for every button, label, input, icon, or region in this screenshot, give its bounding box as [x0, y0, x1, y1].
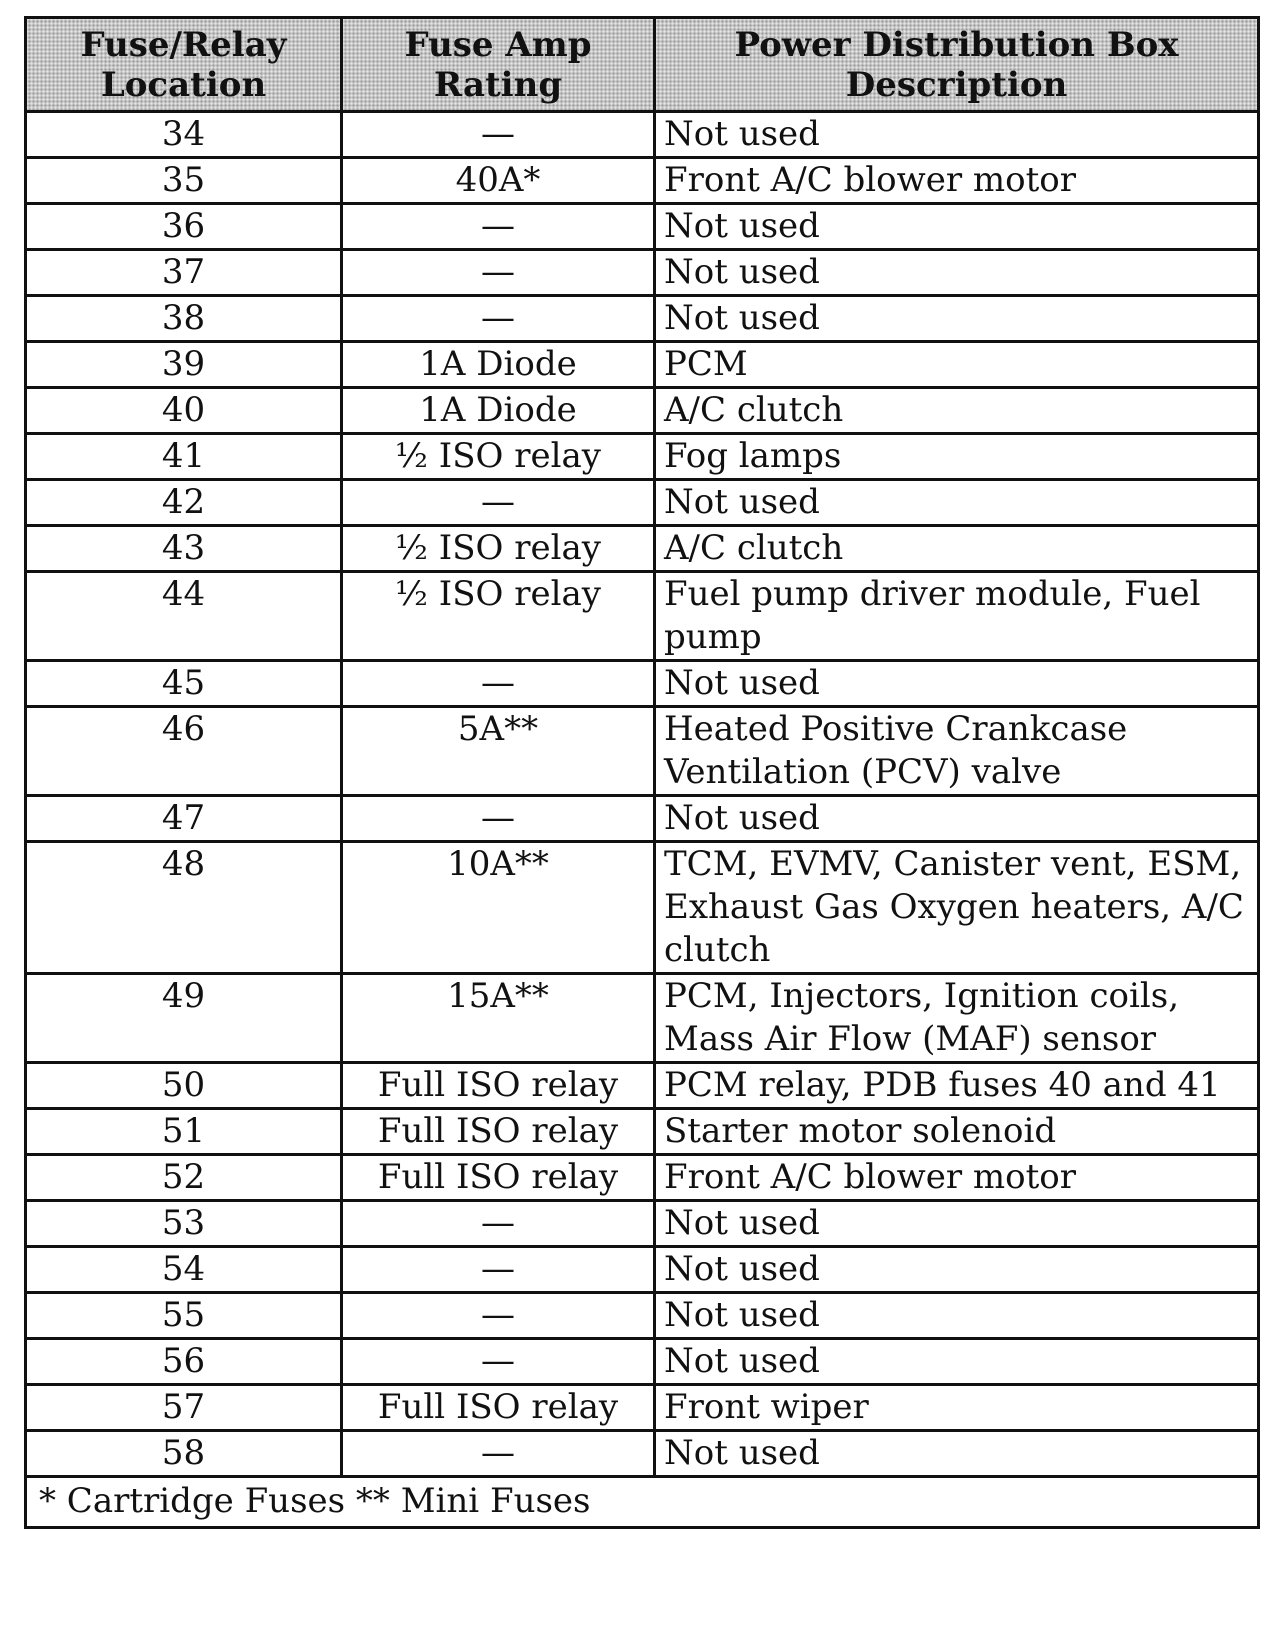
amp-rating-cell: —	[342, 480, 655, 526]
description-cell: Not used	[655, 250, 1259, 296]
description-cell: Not used	[655, 1339, 1259, 1385]
amp-rating-cell: 1A Diode	[342, 342, 655, 388]
header-description	[655, 18, 1259, 112]
table-row	[26, 796, 1259, 842]
table-row	[26, 112, 1259, 158]
location-cell: 41	[26, 434, 342, 480]
amp-rating-cell: ½ ISO relay	[342, 434, 655, 480]
amp-rating-cell: 15A**	[342, 974, 655, 1063]
header-amp-rating	[342, 18, 655, 112]
description-cell: Not used	[655, 661, 1259, 707]
table-header-row	[26, 18, 1259, 112]
amp-rating-cell: ½ ISO relay	[342, 526, 655, 572]
location-cell: 56	[26, 1339, 342, 1385]
table-body	[26, 112, 1259, 1477]
description-cell: Fuel pump driver module, Fuel pump	[655, 572, 1259, 661]
location-cell: 53	[26, 1201, 342, 1247]
location-cell: 36	[26, 204, 342, 250]
amp-rating-cell: 40A*	[342, 158, 655, 204]
table-row	[26, 526, 1259, 572]
table-row	[26, 388, 1259, 434]
location-cell: 52	[26, 1155, 342, 1201]
location-cell: 47	[26, 796, 342, 842]
location-cell: 44	[26, 572, 342, 661]
header-amp-line-2: Rating	[433, 64, 563, 105]
amp-rating-cell: 10A**	[342, 842, 655, 974]
table-row	[26, 480, 1259, 526]
description-cell: Not used	[655, 1293, 1259, 1339]
location-cell: 42	[26, 480, 342, 526]
location-cell: 49	[26, 974, 342, 1063]
table-row	[26, 974, 1259, 1063]
location-cell: 43	[26, 526, 342, 572]
table-row	[26, 434, 1259, 480]
description-cell: Front A/C blower motor	[655, 1155, 1259, 1201]
description-cell: Not used	[655, 112, 1259, 158]
location-cell: 48	[26, 842, 342, 974]
location-cell: 34	[26, 112, 342, 158]
amp-rating-cell: —	[342, 250, 655, 296]
amp-rating-cell: 5A**	[342, 707, 655, 796]
table-row	[26, 707, 1259, 796]
amp-rating-cell: —	[342, 661, 655, 707]
description-cell: Fog lamps	[655, 434, 1259, 480]
table-row	[26, 1155, 1259, 1201]
amp-rating-cell: Full ISO relay	[342, 1385, 655, 1431]
location-cell: 57	[26, 1385, 342, 1431]
location-cell: 46	[26, 707, 342, 796]
description-cell: A/C clutch	[655, 388, 1259, 434]
description-cell: Not used	[655, 796, 1259, 842]
table-row	[26, 1293, 1259, 1339]
table-row	[26, 250, 1259, 296]
amp-rating-cell: ½ ISO relay	[342, 572, 655, 661]
description-cell: PCM	[655, 342, 1259, 388]
location-cell: 37	[26, 250, 342, 296]
location-cell: 45	[26, 661, 342, 707]
table-row	[26, 1063, 1259, 1109]
amp-rating-cell: —	[342, 112, 655, 158]
footnote-row	[26, 1477, 1259, 1528]
amp-rating-cell: Full ISO relay	[342, 1155, 655, 1201]
description-cell: PCM relay, PDB fuses 40 and 41	[655, 1063, 1259, 1109]
amp-rating-cell: —	[342, 296, 655, 342]
description-cell: Front wiper	[655, 1385, 1259, 1431]
amp-rating-cell: —	[342, 1431, 655, 1477]
location-cell: 40	[26, 388, 342, 434]
description-cell: Not used	[655, 1431, 1259, 1477]
location-cell: 54	[26, 1247, 342, 1293]
amp-rating-cell: —	[342, 1201, 655, 1247]
table-row	[26, 1339, 1259, 1385]
description-cell: Front A/C blower motor	[655, 158, 1259, 204]
description-cell: A/C clutch	[655, 526, 1259, 572]
header-description-line-1: Power Distribution Box	[734, 24, 1179, 65]
amp-rating-cell: —	[342, 204, 655, 250]
location-cell: 39	[26, 342, 342, 388]
amp-rating-cell: —	[342, 1339, 655, 1385]
amp-rating-cell: —	[342, 1247, 655, 1293]
header-location	[26, 18, 342, 112]
fuse-relay-table	[24, 16, 1260, 1529]
description-cell: Not used	[655, 480, 1259, 526]
description-cell: Not used	[655, 296, 1259, 342]
amp-rating-cell: —	[342, 796, 655, 842]
header-location-line-1: Fuse/Relay	[80, 24, 287, 65]
location-cell: 55	[26, 1293, 342, 1339]
description-cell: TCM, EVMV, Canister vent, ESM, Exhaust Gas Oxygen heaters, A/C clutch	[655, 842, 1259, 974]
header-description-line-2: Description	[845, 64, 1068, 105]
location-cell: 51	[26, 1109, 342, 1155]
location-cell: 35	[26, 158, 342, 204]
footnote: * Cartridge Fuses ** Mini Fuses	[26, 1477, 1259, 1528]
description-cell: PCM, Injectors, Ignition coils, Mass Air Flow (MAF) sensor	[655, 974, 1259, 1063]
location-cell: 50	[26, 1063, 342, 1109]
table-row	[26, 296, 1259, 342]
table-row	[26, 661, 1259, 707]
table-row	[26, 204, 1259, 250]
table-row	[26, 158, 1259, 204]
description-cell: Not used	[655, 204, 1259, 250]
table-row	[26, 842, 1259, 974]
table-row	[26, 572, 1259, 661]
table-row	[26, 1431, 1259, 1477]
table-row	[26, 1109, 1259, 1155]
amp-rating-cell: Full ISO relay	[342, 1063, 655, 1109]
table-row	[26, 1201, 1259, 1247]
table-row	[26, 1385, 1259, 1431]
description-cell: Not used	[655, 1201, 1259, 1247]
description-cell: Not used	[655, 1247, 1259, 1293]
amp-rating-cell: 1A Diode	[342, 388, 655, 434]
amp-rating-cell: —	[342, 1293, 655, 1339]
amp-rating-cell: Full ISO relay	[342, 1109, 655, 1155]
header-amp-line-1: Fuse Amp	[404, 24, 592, 65]
table-row	[26, 1247, 1259, 1293]
location-cell: 58	[26, 1431, 342, 1477]
location-cell: 38	[26, 296, 342, 342]
description-cell: Starter motor solenoid	[655, 1109, 1259, 1155]
table-row	[26, 342, 1259, 388]
header-location-line-2: Location	[100, 64, 267, 105]
description-cell: Heated Positive Crankcase Ventilation (PCV) valve	[655, 707, 1259, 796]
fuse-table-container	[24, 16, 1257, 1529]
